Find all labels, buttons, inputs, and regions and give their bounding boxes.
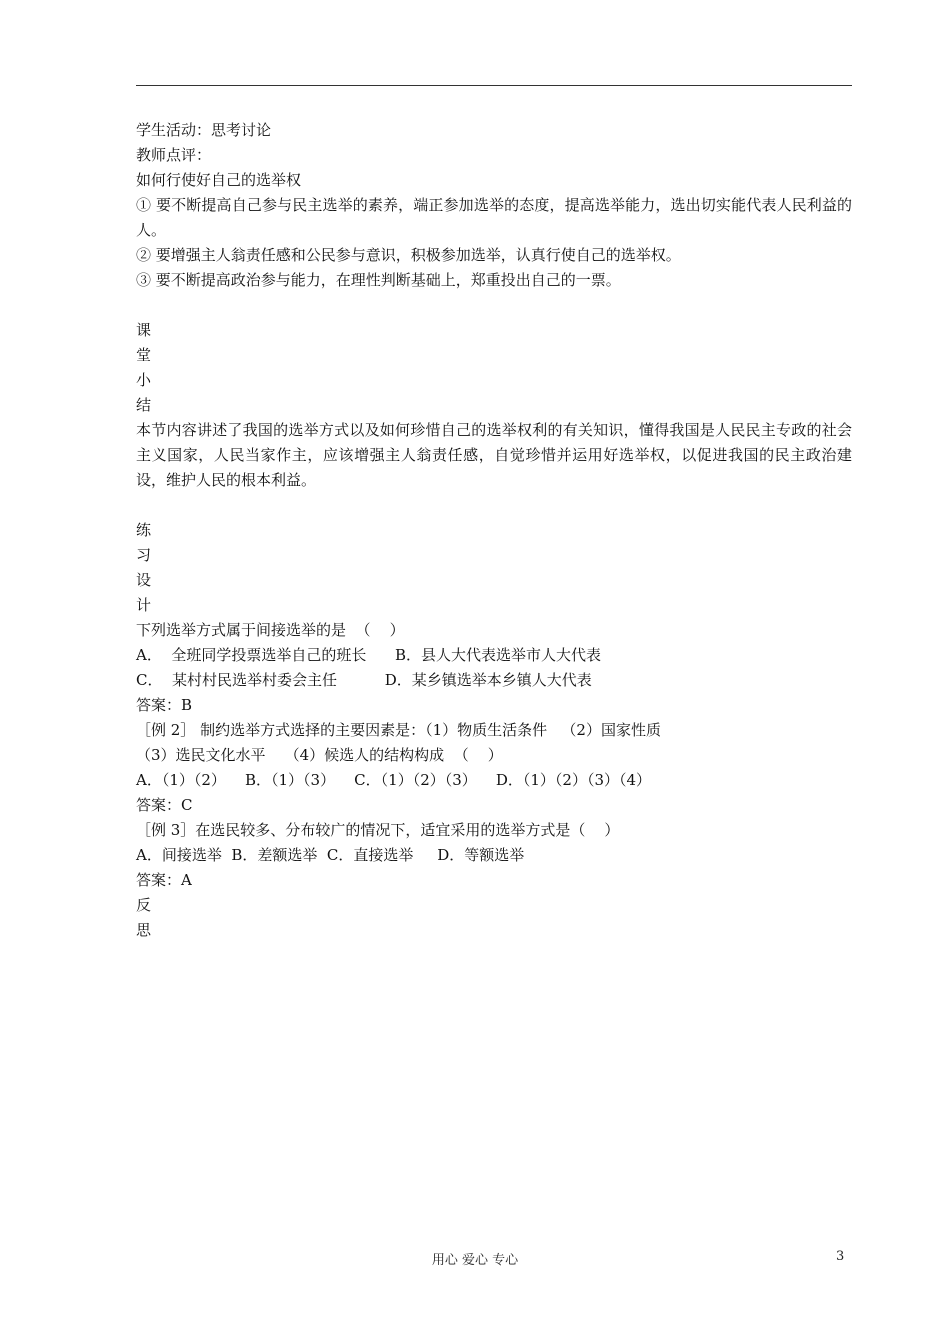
summary-label-char: 课 bbox=[136, 321, 152, 339]
exercise-heading: 如何行使好自己的选举权 bbox=[136, 171, 302, 189]
activity-line: 学生活动：思考讨论 bbox=[136, 121, 272, 139]
point-3: ③ 要不断提高政治参与能力，在理性判断基础上，郑重投出自己的一票。 bbox=[136, 271, 621, 289]
summary-label-char: 结 bbox=[136, 396, 152, 414]
practice-label-char: 设 bbox=[136, 571, 152, 589]
question-3-answer: 答案：A bbox=[136, 871, 192, 889]
reflection-label bbox=[136, 893, 852, 943]
question-3-stem: ［例 3］在选民较多、分布较广的情况下，适宜采用的选举方式是（ ） bbox=[136, 821, 620, 839]
question-2-answer: 答案：C bbox=[136, 796, 193, 814]
practice-label-char: 习 bbox=[136, 546, 152, 564]
summary-label bbox=[136, 318, 852, 418]
summary-paragraph: 本节内容讲述了我国的选举方式以及如何珍惜自己的选举权利的有关知识，懂得我国是人民民主专政的社会主义国家，人民当家作主，应该增强主人翁责任感，自觉珍惜并运用好选举权，以促进我国的民主政治建设，维护人民的根本利益。 bbox=[136, 421, 852, 489]
summary-label-char: 堂 bbox=[136, 346, 152, 364]
question-2-options: A．（1）（2） B．（1）（3） C．（1）（2）（3） D．（1）（2）（3）（4） bbox=[136, 771, 652, 789]
question-2-stem-continued: （3）选民文化水平 （4）候选人的结构构成 （ ） bbox=[136, 746, 503, 764]
question-1-stem: 下列选举方式属于间接选举的是 （ ） bbox=[136, 621, 405, 639]
question-1-options-ab: A． 全班同学投票选举自己的班长 B．县人大代表选举市人大代表 bbox=[136, 646, 602, 664]
point-1: ① 要不断提高自己参与民主选举的素养，端正参加选举的态度，提高选举能力，选出切实能代表人民利益的人。 bbox=[136, 196, 852, 239]
document-body bbox=[136, 118, 852, 943]
reflection-label-char: 思 bbox=[136, 921, 152, 939]
practice-label-char: 计 bbox=[136, 596, 152, 614]
footer-motto: 用心 爱心 专心 bbox=[431, 1253, 519, 1268]
practice-label-char: 练 bbox=[136, 521, 152, 539]
reflection-label-char: 反 bbox=[136, 896, 152, 914]
summary-label-char: 小 bbox=[136, 371, 152, 389]
question-3-options: A．间接选举 B．差额选举 C．直接选举 D．等额选举 bbox=[136, 846, 525, 864]
question-2-stem: ［例 2］ 制约选举方式选择的主要因素是：（1）物质生活条件 （2）国家性质 bbox=[136, 721, 661, 739]
spacer bbox=[136, 293, 852, 318]
page-number: 3 bbox=[836, 1249, 845, 1264]
spacer bbox=[136, 493, 852, 518]
question-1-answer: 答案：B bbox=[136, 696, 193, 714]
header-rule bbox=[136, 85, 852, 86]
question-1-options-cd: C． 某村村民选举村委会主任 D．某乡镇选举本乡镇人大代表 bbox=[136, 671, 592, 689]
teacher-comment-line: 教师点评： bbox=[136, 146, 212, 164]
practice-label bbox=[136, 518, 852, 618]
point-2: ② 要增强主人翁责任感和公民参与意识，积极参加选举，认真行使自己的选举权。 bbox=[136, 246, 681, 264]
